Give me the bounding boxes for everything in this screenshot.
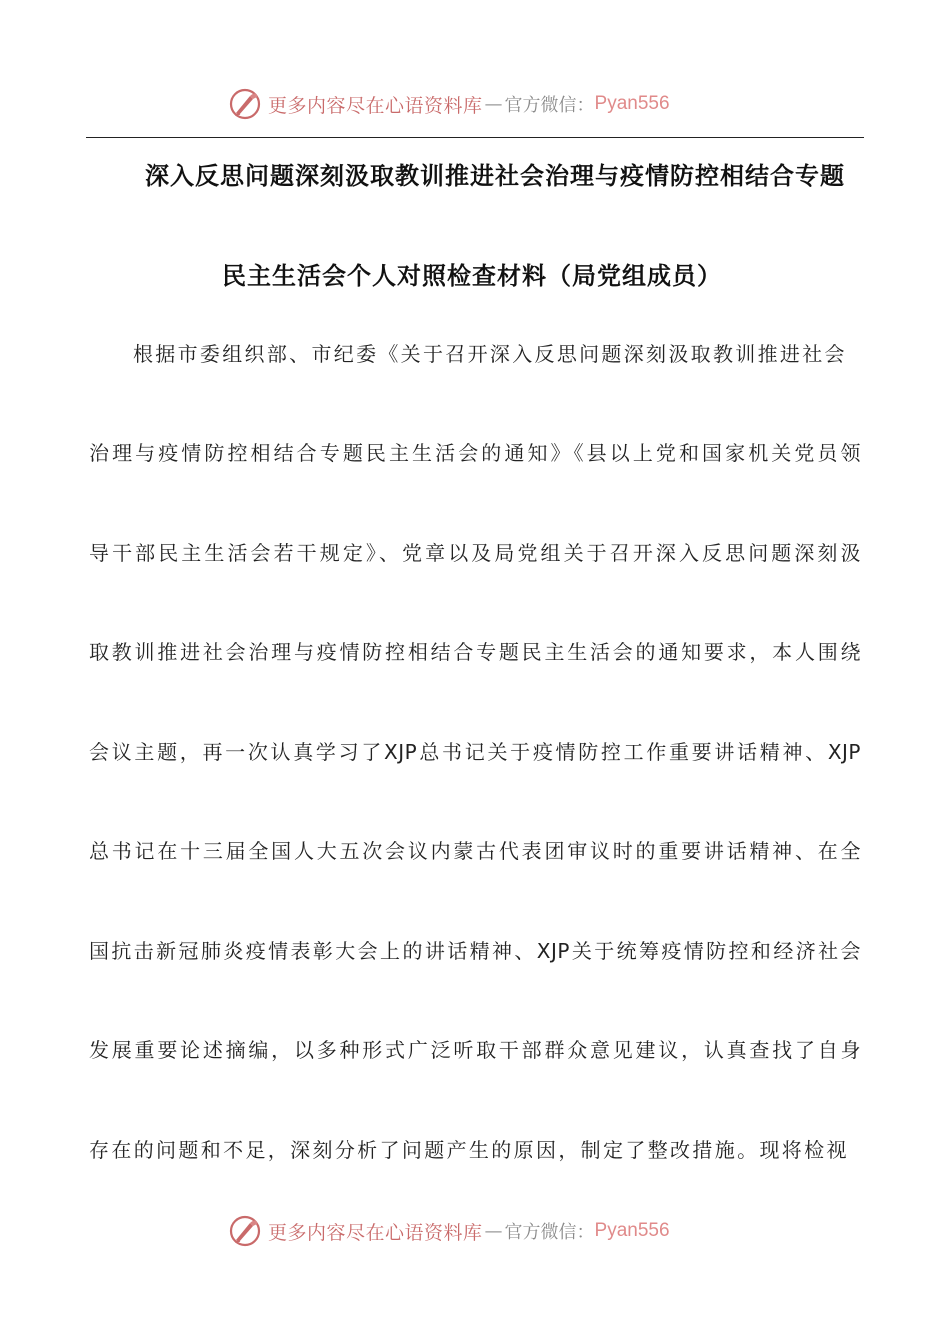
body-line-7: 国抗击新冠肺炎疫情表彰大会上的讲话精神、XJP关于统筹疫情防控和经济社会 — [89, 939, 861, 963]
body-line-2: 治理与疫情防控相结合专题民主生活会的通知》《县以上党和国家机关党员领 — [89, 441, 861, 465]
quill-logo-icon — [228, 1214, 262, 1248]
body-line-8: 发展重要论述摘编，以多种形式广泛听取干部群众意见建议，认真查找了自身 — [89, 1038, 861, 1062]
watermark-label: 官方微信： — [504, 95, 595, 116]
body-line-3: 导干部民主生活会若干规定》、党章以及局党组关于召开深入反思问题深刻汲 — [89, 541, 861, 565]
document-title-line-2: 民主生活会个人对照检查材料（局党组成员） — [222, 262, 722, 290]
watermark-brand: 更多内容尽在心语资料库 — [268, 94, 483, 117]
watermark-brand: 更多内容尽在心语资料库 — [268, 1221, 483, 1244]
quill-logo-icon — [228, 87, 262, 121]
document-title-line-1: 深入反思问题深刻汲取教训推进社会治理与疫情防控相结合专题 — [145, 162, 845, 190]
footer-watermark — [228, 1211, 670, 1251]
watermark-dash: — — [484, 1220, 503, 1242]
watermark-label: 官方微信： — [504, 1222, 595, 1243]
body-line-9: 存在的问题和不足，深刻分析了问题产生的原因，制定了整改措施。现将检视 — [89, 1138, 847, 1162]
watermark-wechat-id: Pyan556 — [594, 93, 670, 114]
body-line-1: 根据市委组织部、市纪委《关于召开深入反思问题深刻汲取教训推进社会 — [133, 342, 845, 366]
header-watermark — [228, 84, 670, 124]
body-line-6: 总书记在十三届全国人大五次会议内蒙古代表团审议时的重要讲话精神、在全 — [89, 839, 861, 863]
watermark-wechat-id: Pyan556 — [594, 1220, 670, 1241]
header-divider — [86, 137, 864, 138]
watermark-dash: — — [484, 93, 503, 115]
body-line-5: 会议主题，再一次认真学习了XJP总书记关于疫情防控工作重要讲话精神、XJP — [89, 740, 861, 764]
body-line-4: 取教训推进社会治理与疫情防控相结合专题民主生活会的通知要求，本人围绕 — [89, 640, 861, 664]
